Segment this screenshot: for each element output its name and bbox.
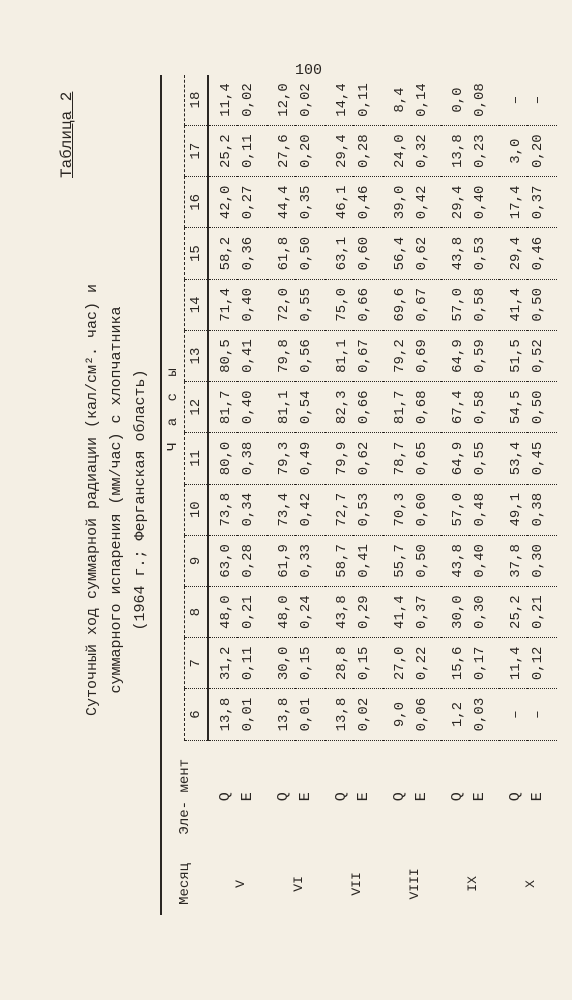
table-row — [353, 75, 383, 915]
hour-header-18: 18 — [185, 75, 209, 126]
value-cell: 0,15 — [295, 638, 325, 689]
element-label: E — [239, 792, 256, 802]
value-cell: 29,4 — [325, 126, 353, 177]
value-cell: 0,55 — [469, 433, 499, 484]
value-cell: 81,7 — [208, 382, 237, 433]
value-cell: 69,6 — [383, 279, 411, 330]
value-cell: – — [527, 75, 557, 126]
value-cell: 0,46 — [527, 228, 557, 279]
value-cell: – — [499, 75, 527, 126]
value-cell: 0,12 — [527, 638, 557, 689]
hour-header-13: 13 — [185, 330, 209, 381]
value-cell: 0,23 — [469, 126, 499, 177]
value-cell: 75,0 — [325, 279, 353, 330]
table-row — [441, 75, 469, 915]
value-cell: 0,01 — [237, 689, 267, 740]
value-cell: 80,0 — [208, 433, 237, 484]
value-cell: 8,4 — [383, 75, 411, 126]
element-label: E — [529, 792, 546, 802]
value-cell: 0,50 — [411, 535, 441, 586]
hour-header-14: 14 — [185, 279, 209, 330]
value-cell: 80,5 — [208, 330, 237, 381]
value-cell: 0,62 — [353, 433, 383, 484]
value-cell: 0,24 — [295, 587, 325, 638]
value-cell: 0,45 — [527, 433, 557, 484]
table-row — [208, 75, 237, 915]
value-cell: 64,9 — [441, 330, 469, 381]
month-label: V — [232, 880, 248, 888]
value-cell: 14,4 — [325, 75, 353, 126]
value-cell: 67,4 — [441, 382, 469, 433]
value-cell: 0,40 — [237, 279, 267, 330]
value-cell: 58,2 — [208, 228, 237, 279]
value-cell: 81,1 — [267, 382, 295, 433]
value-cell: 13,8 — [325, 689, 353, 740]
caption-line-3: (1964 г.; Ферганская область) — [132, 369, 149, 631]
value-cell: 0,03 — [469, 689, 499, 740]
value-cell: 0,69 — [411, 330, 441, 381]
hour-header-16: 16 — [185, 177, 209, 228]
value-cell: 42,0 — [208, 177, 237, 228]
value-cell: 44,4 — [267, 177, 295, 228]
value-cell: 25,2 — [499, 587, 527, 638]
element-label: Q — [275, 792, 292, 802]
hours-header: Ч а с ы — [161, 75, 185, 740]
value-cell: 0,46 — [353, 177, 383, 228]
value-cell: 0,62 — [411, 228, 441, 279]
hour-header-9: 9 — [185, 535, 209, 586]
value-cell: 0,67 — [353, 330, 383, 381]
value-cell: 3,0 — [499, 126, 527, 177]
value-cell: 63,0 — [208, 535, 237, 586]
value-cell: 0,66 — [353, 382, 383, 433]
value-cell: 0,37 — [411, 587, 441, 638]
value-cell: 0,28 — [237, 535, 267, 586]
month-label: IX — [465, 876, 480, 892]
value-cell: 51,5 — [499, 330, 527, 381]
table-row — [237, 75, 267, 915]
value-cell: 0,02 — [295, 75, 325, 126]
value-cell: 0,40 — [469, 535, 499, 586]
value-cell: 0,11 — [237, 638, 267, 689]
element-label: Q — [449, 792, 466, 802]
value-cell: – — [527, 689, 557, 740]
hour-header-15: 15 — [185, 228, 209, 279]
value-cell: 1,2 — [441, 689, 469, 740]
value-cell: 31,2 — [208, 638, 237, 689]
table-row — [325, 75, 353, 915]
value-cell: 15,6 — [441, 638, 469, 689]
value-cell: 79,3 — [267, 433, 295, 484]
caption-line-2: суммарного испарения (мм/час) с хлопчатника — [108, 306, 125, 694]
value-cell: 57,0 — [441, 484, 469, 535]
value-cell: 0,56 — [295, 330, 325, 381]
value-cell: 0,11 — [237, 126, 267, 177]
element-label: Q — [391, 792, 408, 802]
value-cell: 0,58 — [469, 382, 499, 433]
value-cell: 73,4 — [267, 484, 295, 535]
value-cell: 73,8 — [208, 484, 237, 535]
value-cell: 79,9 — [325, 433, 353, 484]
month-label: VIII — [407, 868, 422, 900]
hour-header-7: 7 — [185, 638, 209, 689]
value-cell: 25,2 — [208, 126, 237, 177]
value-cell: 0,17 — [469, 638, 499, 689]
value-cell: 79,2 — [383, 330, 411, 381]
value-cell: 0,59 — [469, 330, 499, 381]
value-cell: 61,9 — [267, 535, 295, 586]
value-cell: 12,0 — [267, 75, 295, 126]
value-cell: 64,9 — [441, 433, 469, 484]
value-cell: 72,7 — [325, 484, 353, 535]
value-cell: 0,40 — [469, 177, 499, 228]
month-label: VI — [291, 876, 306, 892]
table-row — [499, 75, 527, 915]
value-cell: 0,32 — [411, 126, 441, 177]
value-cell: 0,58 — [469, 279, 499, 330]
month-label: VII — [349, 872, 364, 896]
value-cell: 0,55 — [295, 279, 325, 330]
value-cell: 0,33 — [295, 535, 325, 586]
value-cell: – — [499, 689, 527, 740]
value-cell: 0,15 — [353, 638, 383, 689]
element-header: Эле- мент — [161, 740, 208, 853]
value-cell: 56,4 — [383, 228, 411, 279]
value-cell: 0,49 — [295, 433, 325, 484]
value-cell: 43,8 — [441, 228, 469, 279]
hour-header-11: 11 — [185, 433, 209, 484]
value-cell: 13,8 — [208, 689, 237, 740]
value-cell: 30,0 — [441, 587, 469, 638]
value-cell: 0,02 — [353, 689, 383, 740]
value-cell: 46,1 — [325, 177, 353, 228]
value-cell: 28,8 — [325, 638, 353, 689]
element-label: Q — [507, 792, 524, 802]
hour-header-6: 6 — [185, 689, 209, 740]
caption-line-1: Суточный ход суммарной радиации (кал/см². час) и — [84, 283, 101, 717]
hour-header-8: 8 — [185, 587, 209, 638]
value-cell: 0,37 — [527, 177, 557, 228]
table-body — [208, 75, 557, 915]
value-cell: 0,34 — [237, 484, 267, 535]
value-cell: 0,06 — [411, 689, 441, 740]
value-cell: 79,8 — [267, 330, 295, 381]
value-cell: 72,0 — [267, 279, 295, 330]
element-label: E — [471, 792, 488, 802]
value-cell: 81,7 — [383, 382, 411, 433]
table-row — [469, 75, 499, 915]
value-cell: 0,67 — [411, 279, 441, 330]
value-cell: 70,3 — [383, 484, 411, 535]
value-cell: 43,8 — [325, 587, 353, 638]
value-cell: 63,1 — [325, 228, 353, 279]
value-cell: 0,08 — [469, 75, 499, 126]
value-cell: 39,0 — [383, 177, 411, 228]
value-cell: 17,4 — [499, 177, 527, 228]
month-header: Месяц — [161, 853, 208, 915]
value-cell: 27,6 — [267, 126, 295, 177]
value-cell: 0,60 — [411, 484, 441, 535]
value-cell: 0,01 — [295, 689, 325, 740]
value-cell: 57,0 — [441, 279, 469, 330]
element-label: Q — [216, 792, 234, 802]
value-cell: 0,36 — [237, 228, 267, 279]
element-label: E — [297, 792, 314, 802]
value-cell: 0,48 — [469, 484, 499, 535]
value-cell: 0,41 — [353, 535, 383, 586]
value-cell: 0,30 — [527, 535, 557, 586]
element-label: E — [355, 792, 372, 802]
value-cell: 0,66 — [353, 279, 383, 330]
month-label: X — [523, 880, 538, 888]
value-cell: 24,0 — [383, 126, 411, 177]
value-cell: 81,1 — [325, 330, 353, 381]
value-cell: 0,50 — [295, 228, 325, 279]
value-cell: 0,50 — [527, 279, 557, 330]
value-cell: 0,0 — [441, 75, 469, 126]
value-cell: 55,7 — [383, 535, 411, 586]
value-cell: 53,4 — [499, 433, 527, 484]
value-cell: 41,4 — [499, 279, 527, 330]
table-row — [295, 75, 325, 915]
page-number: 100 — [294, 62, 322, 79]
value-cell: 0,28 — [353, 126, 383, 177]
value-cell: 29,4 — [499, 228, 527, 279]
value-cell: 43,8 — [441, 535, 469, 586]
value-cell: 0,60 — [353, 228, 383, 279]
value-cell: 0,22 — [411, 638, 441, 689]
value-cell: 0,20 — [295, 126, 325, 177]
value-cell: 0,40 — [237, 382, 267, 433]
value-cell: 49,1 — [499, 484, 527, 535]
table-label: Таблица 2 — [58, 91, 76, 178]
value-cell: 37,8 — [499, 535, 527, 586]
value-cell: 0,65 — [411, 433, 441, 484]
value-cell: 0,02 — [237, 75, 267, 126]
value-cell: 48,0 — [208, 587, 237, 638]
value-cell: 11,4 — [208, 75, 237, 126]
value-cell: 0,30 — [469, 587, 499, 638]
hour-header-17: 17 — [185, 126, 209, 177]
value-cell: 0,21 — [237, 587, 267, 638]
value-cell: 0,35 — [295, 177, 325, 228]
value-cell: 0,50 — [527, 382, 557, 433]
value-cell: 13,8 — [267, 689, 295, 740]
table-row — [411, 75, 441, 915]
value-cell: 29,4 — [441, 177, 469, 228]
element-label: E — [413, 792, 430, 802]
value-cell: 61,8 — [267, 228, 295, 279]
value-cell: 54,5 — [499, 382, 527, 433]
value-cell: 0,29 — [353, 587, 383, 638]
value-cell: 0,14 — [411, 75, 441, 126]
value-cell: 0,42 — [411, 177, 441, 228]
table-row — [527, 75, 557, 915]
hour-header-12: 12 — [185, 382, 209, 433]
value-cell: 27,0 — [383, 638, 411, 689]
data-table — [160, 75, 557, 915]
value-cell: 78,7 — [383, 433, 411, 484]
hour-header-10: 10 — [185, 484, 209, 535]
value-cell: 0,41 — [237, 330, 267, 381]
value-cell: 71,4 — [208, 279, 237, 330]
value-cell: 0,27 — [237, 177, 267, 228]
value-cell: 0,38 — [237, 433, 267, 484]
value-cell: 0,42 — [295, 484, 325, 535]
value-cell: 0,68 — [411, 382, 441, 433]
value-cell: 0,53 — [469, 228, 499, 279]
value-cell: 0,21 — [527, 587, 557, 638]
value-cell: 58,7 — [325, 535, 353, 586]
value-cell: 41,4 — [383, 587, 411, 638]
value-cell: 9,0 — [383, 689, 411, 740]
value-cell: 11,4 — [499, 638, 527, 689]
value-cell: 0,52 — [527, 330, 557, 381]
value-cell: 0,38 — [527, 484, 557, 535]
value-cell: 82,3 — [325, 382, 353, 433]
value-cell: 48,0 — [267, 587, 295, 638]
value-cell: 0,53 — [353, 484, 383, 535]
element-label: Q — [333, 792, 350, 802]
value-cell: 13,8 — [441, 126, 469, 177]
table-row — [267, 75, 295, 915]
table-row — [383, 75, 411, 915]
value-cell: 0,20 — [527, 126, 557, 177]
value-cell: 30,0 — [267, 638, 295, 689]
value-cell: 0,11 — [353, 75, 383, 126]
value-cell: 0,54 — [295, 382, 325, 433]
